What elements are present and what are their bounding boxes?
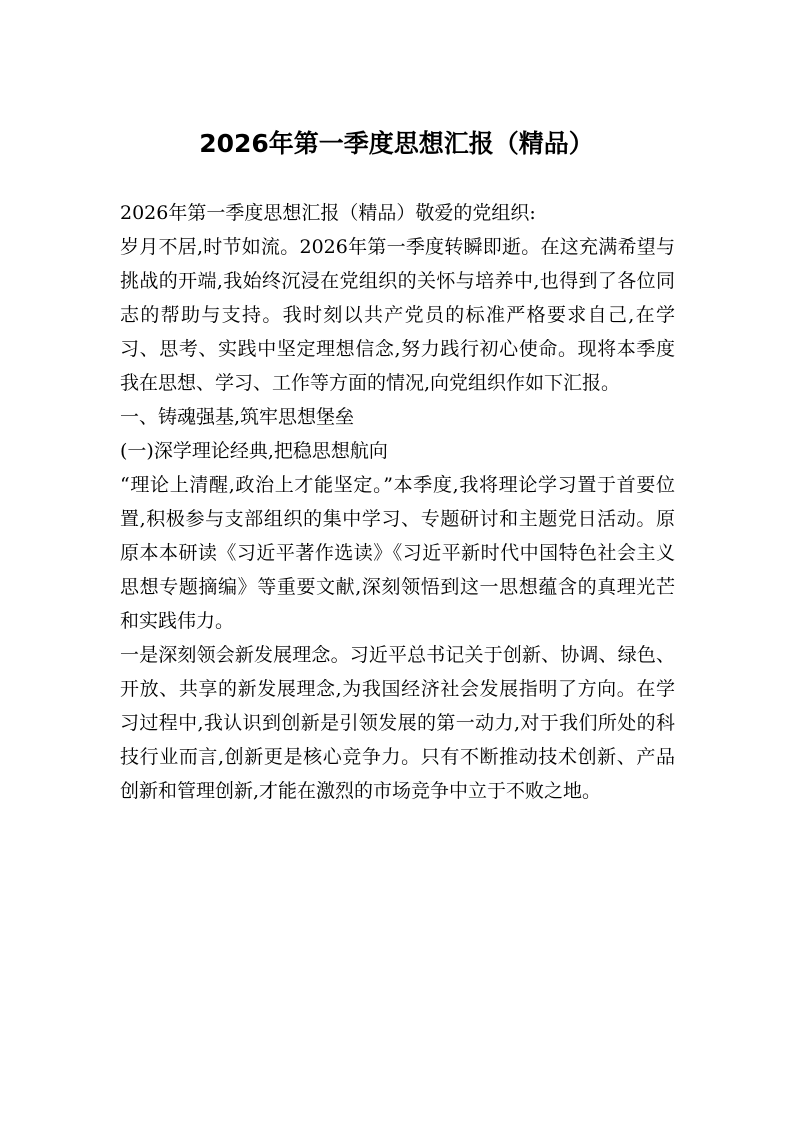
development-concept-paragraph: 一是深刻领会新发展理念。习近平总书记关于创新、协调、绿色、开放、共享的新发展理念,为我国经济社会发展指明了方向。在学习过程中,我认识到创新是引领发展的第一动力,对于我们所处的科技行业而言,创新更是核心竞争力。只有不断推动技术创新、产品创新和管理创新,才能在激烈的市场竞争中立于不败之地。	[120, 644, 675, 802]
subsection-heading-1: (一)深学理论经典,把稳思想航向	[120, 440, 388, 462]
salutation-paragraph: 2026年第一季度思想汇报（精品）敬爱的党组织:	[120, 202, 536, 224]
theory-study-paragraph: “理论上清醒,政治上才能坚定。”本季度,我将理论学习置于首要位置,积极参与支部组织的集中学习、专题研讨和主题党日活动。原原本本研读《习近平著作选读》《习近平新时代中国特色社会主义思想专题摘编》等重要文献,深刻领悟到这一思想蕴含的真理光芒和实践伟力。	[120, 474, 675, 632]
section-heading-1: 一、铸魂强基,筑牢思想堡垒	[120, 406, 355, 428]
intro-paragraph: 岁月不居,时节如流。2026年第一季度转瞬即逝。在这充满希望与挑战的开端,我始终沉浸在党组织的关怀与培养中,也得到了各位同志的帮助与支持。我时刻以共产党员的标准严格要求自己,在学习、思考、实践中坚定理想信念,努力践行初心使命。现将本季度我在思想、学习、工作等方面的情况,向党组织作如下汇报。	[120, 236, 675, 394]
document-body	[120, 196, 675, 808]
document-title: 2026年第一季度思想汇报（精品）	[199, 129, 594, 158]
